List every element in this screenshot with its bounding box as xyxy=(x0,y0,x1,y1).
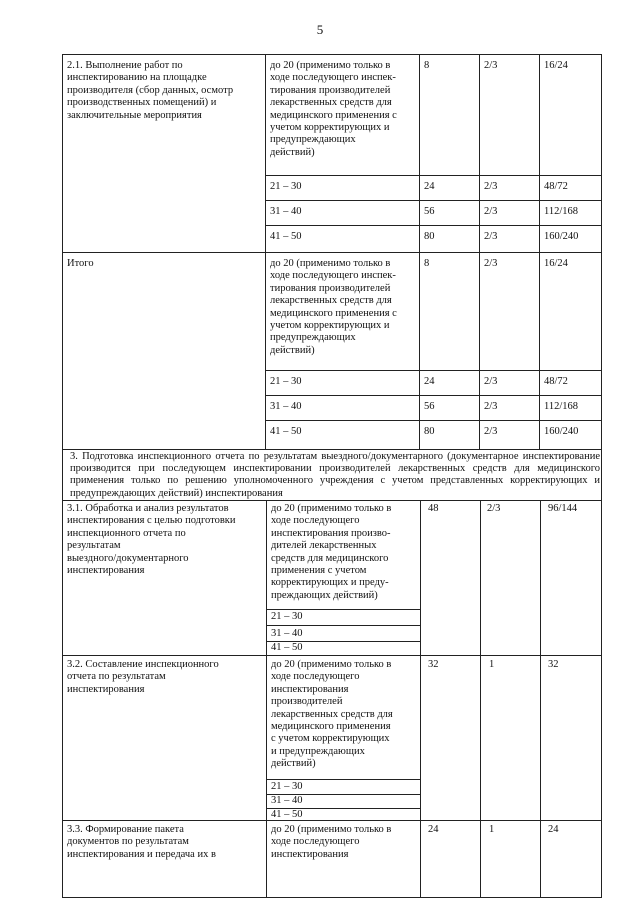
row-itogo-v3-3: 112/168 xyxy=(544,401,579,412)
row-itogo-range-2: 21 – 30 xyxy=(270,376,302,387)
section-3-heading: 3. Подготовка инспекционного отчета по результатам выездного/документарного (документарное инспектирование производится при последующем инспектировании производителей лекарственных средств для медицинского применения только по решению уполномоченного учреждения с учетом представленных корректирующих и предупреждающих действий) инспектирования xyxy=(70,451,600,499)
row-2-1-label: 2.1. Выполнение работ по инспектированию на площадке производителя (сбор данных, осмотр производственных помещений) и заключительные мероприятия xyxy=(67,60,234,121)
row-itogo-range-1: до 20 (применимо только в ходе последующего инспек- тирования производителей лекарственных средств для медицинского применения с учетом корректирующих и предупреждающих действий) xyxy=(270,258,397,356)
row-2-1-v2-4: 2/3 xyxy=(484,231,498,242)
row-3-3-v1: 24 xyxy=(428,824,439,835)
row-2-1-v3-3: 112/168 xyxy=(544,206,579,217)
row-3-1-v2: 2/3 xyxy=(487,503,501,514)
row-itogo-label: Итого xyxy=(67,258,94,269)
row-2-1-v3-2: 48/72 xyxy=(544,181,568,192)
row-itogo-v3-2: 48/72 xyxy=(544,376,568,387)
row-2-1-v1-2: 24 xyxy=(424,181,435,192)
row-3-1-range-4: 41 – 50 xyxy=(271,642,303,653)
row-2-1-v3-4: 160/240 xyxy=(544,231,579,242)
row-itogo-v3-1: 16/24 xyxy=(544,258,568,269)
row-itogo-v2-4: 2/3 xyxy=(484,426,498,437)
row-itogo-v1-4: 80 xyxy=(424,426,435,437)
row-3-2-range-2: 21 – 30 xyxy=(271,781,303,792)
row-3-2-range-1: до 20 (применимо только в ходе последующего инспектирования производителей лекарственных средств для медицинского применения с учетом корректирующих и предупреждающих действий) xyxy=(271,659,393,770)
row-3-3-v3: 24 xyxy=(548,824,559,835)
row-3-1-range-3: 31 – 40 xyxy=(271,628,303,639)
row-2-1-v1-3: 56 xyxy=(424,206,435,217)
row-2-1-v3-1: 16/24 xyxy=(544,60,568,71)
row-itogo-v1-1: 8 xyxy=(424,258,430,269)
row-2-1-range-3: 31 – 40 xyxy=(270,206,302,217)
row-2-1-range-2: 21 – 30 xyxy=(270,181,302,192)
row-3-2-v1: 32 xyxy=(428,659,439,670)
row-itogo-v1-3: 56 xyxy=(424,401,435,412)
row-itogo-v1-2: 24 xyxy=(424,376,435,387)
row-2-1-v1-1: 8 xyxy=(424,60,430,71)
row-itogo-v2-2: 2/3 xyxy=(484,376,498,387)
row-itogo-range-3: 31 – 40 xyxy=(270,401,302,412)
row-3-2-v2: 1 xyxy=(489,659,495,670)
row-2-1-range-4: 41 – 50 xyxy=(270,231,302,242)
row-3-1-range-2: 21 – 30 xyxy=(271,611,303,622)
row-3-1-v3: 96/144 xyxy=(548,503,578,514)
row-3-2-label: 3.2. Составление инспекционного отчета по результатам инспектирования xyxy=(67,659,219,695)
row-3-3-range-1: до 20 (применимо только в ходе последующего инспектирования xyxy=(271,824,392,860)
row-2-1-v2-3: 2/3 xyxy=(484,206,498,217)
row-itogo-v2-3: 2/3 xyxy=(484,401,498,412)
row-2-1-v1-4: 80 xyxy=(424,231,435,242)
row-3-2-range-4: 41 – 50 xyxy=(271,809,303,820)
row-itogo-v2-1: 2/3 xyxy=(484,258,498,269)
row-3-3-v2: 1 xyxy=(489,824,495,835)
row-2-1-range-1: до 20 (применимо только в ходе последующего инспек- тирования производителей лекарственных средств для медицинского применения с учетом корректирующих и предупреждающих действий) xyxy=(270,60,397,158)
row-itogo-range-4: 41 – 50 xyxy=(270,426,302,437)
row-3-2-range-3: 31 – 40 xyxy=(271,795,303,806)
row-3-3-label: 3.3. Формирование пакета документов по результатам инспектирования и передача их в xyxy=(67,824,216,860)
row-3-1-range-1: до 20 (применимо только в ходе последующего инспектирования произво- дителей лекарственных средств для медицинского применения с учетом корректирующих и преду- преждающих действий) xyxy=(271,503,392,601)
row-itogo-v3-4: 160/240 xyxy=(544,426,579,437)
row-3-1-v1: 48 xyxy=(428,503,439,514)
row-2-1-v2-2: 2/3 xyxy=(484,181,498,192)
row-3-2-v3: 32 xyxy=(548,659,559,670)
row-2-1-v2-1: 2/3 xyxy=(484,60,498,71)
page-number: 5 xyxy=(316,22,324,37)
row-3-1-label: 3.1. Обработка и анализ результатов инспектирования с целью подготовки инспекционного отчета по результатам выездного/документарного инспектирования xyxy=(67,503,236,577)
